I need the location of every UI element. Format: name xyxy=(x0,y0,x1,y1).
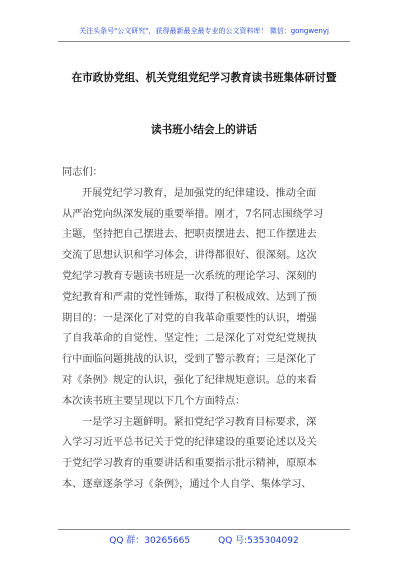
footer-divider xyxy=(58,529,350,530)
qq-number: QQ 号:535304092 xyxy=(218,536,299,546)
document-body xyxy=(62,163,352,496)
paragraph-line: 本次读书班主要呈现以下几个方面特点： xyxy=(62,395,246,407)
paragraph-line: 行中面临问题挑战的认识，受到了警示教育；三是深化了 xyxy=(62,354,317,366)
paragraph-line: 党纪学习教育专题读书班是一次系统的理论学习、深刻的 xyxy=(62,270,317,282)
footer-contacts xyxy=(0,533,408,546)
paragraph-line: 本、逐章逐条学习《条例》，通过个人自学、集体学习、 xyxy=(62,478,312,490)
paragraph-line: 从严治党向纵深发展的重要举措。刚才，7名同志围绕学习 xyxy=(62,208,324,220)
salutation: 同志们： xyxy=(62,167,103,178)
document-title: 在市政协党组、机关党组党纪学习教育读书班集体研讨暨 xyxy=(71,72,337,84)
paragraph-line: 期目的：一是深化了对党的自我革命重要性的认识，增强 xyxy=(62,312,317,324)
paragraph-line: 一是学习主题鲜明。紧扣党纪学习教育目标要求，深 xyxy=(82,416,317,428)
paragraph-line: 开展党纪学习教育，是加强党的纪律建设、推动全面 xyxy=(82,187,317,199)
paragraph-line: 入学习习近平总书记关于党的纪律建设的重要论述以及关 xyxy=(62,437,317,449)
qq-group: QQ 群：30265665 xyxy=(109,536,191,546)
paragraph-line: 党纪教育和严肃的党性锤炼，取得了积极成效、达到了预 xyxy=(62,291,317,303)
paragraph-line: 主题，坚持把自己摆进去、把职责摆进去、把工作摆进去 xyxy=(62,229,317,241)
paragraph-line: 于党纪学习教育的重要讲话和重要指示批示精神，原原本 xyxy=(62,458,317,470)
paragraph-line: 对《条例》规定的认识，强化了纪律规矩意识。总的来看 xyxy=(62,374,317,386)
paragraph-line: 交流了思想认识和学习体会，讲得都很好、很深刻。这次 xyxy=(62,250,317,262)
header-note: 关注头条号"公文研究"，获得最新最全最专业的公文资料库！ 微信：gongwenyj xyxy=(79,27,329,35)
header-divider xyxy=(58,41,350,42)
paragraph-line: 了自我革命的自觉性、坚定性；二是深化了对党纪党规执 xyxy=(62,333,317,345)
document-subtitle: 读书班小结会上的讲话 xyxy=(151,124,257,136)
